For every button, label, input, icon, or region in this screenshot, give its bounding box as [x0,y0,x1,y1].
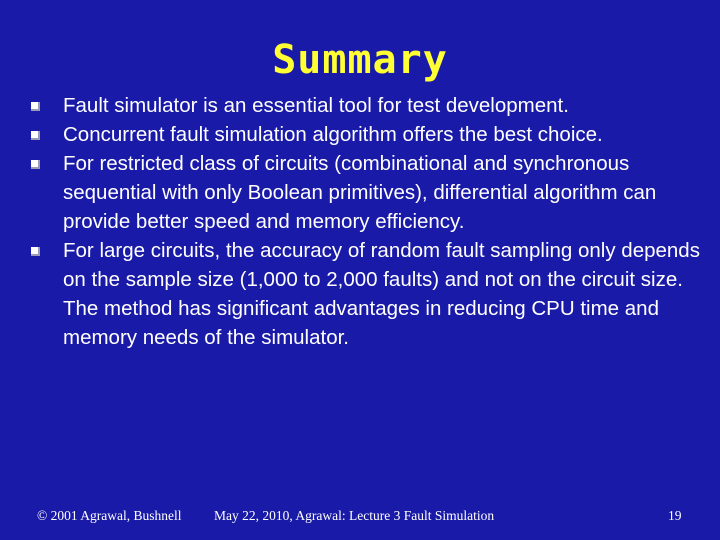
bullet-item [28,91,700,120]
bullet-text: For restricted class of circuits (combinational and synchronous sequential with only Boolean primitives), differential algorithm can provide better speed and memory efficiency. [63,152,657,233]
bullet-list [28,91,700,352]
bullet-item [28,236,700,352]
square-bullet-icon [31,102,40,111]
bullet-item [28,149,700,236]
footer-copyright: © 2001 Agrawal, Bushnell [37,508,182,523]
bullet-text: Fault simulator is an essential tool for test development. [63,94,569,117]
square-bullet-icon [31,247,40,256]
bullet-text: For large circuits, the accuracy of random fault sampling only depends on the sample size (1,000 to 2,000 faults) and not on the circuit size. The method has significant advantages in reducing CPU time and memory needs of the simulator. [63,239,700,349]
footer-page-number: 19 [668,508,682,523]
square-bullet-icon [31,160,40,169]
square-bullet-icon [31,131,40,140]
bullet-text: Concurrent fault simulation algorithm offers the best choice. [63,123,603,146]
bullet-item [28,120,700,149]
footer-lecture-info: May 22, 2010, Agrawal: Lecture 3 Fault Simulation [214,508,495,523]
slide-title: Summary [272,37,448,83]
